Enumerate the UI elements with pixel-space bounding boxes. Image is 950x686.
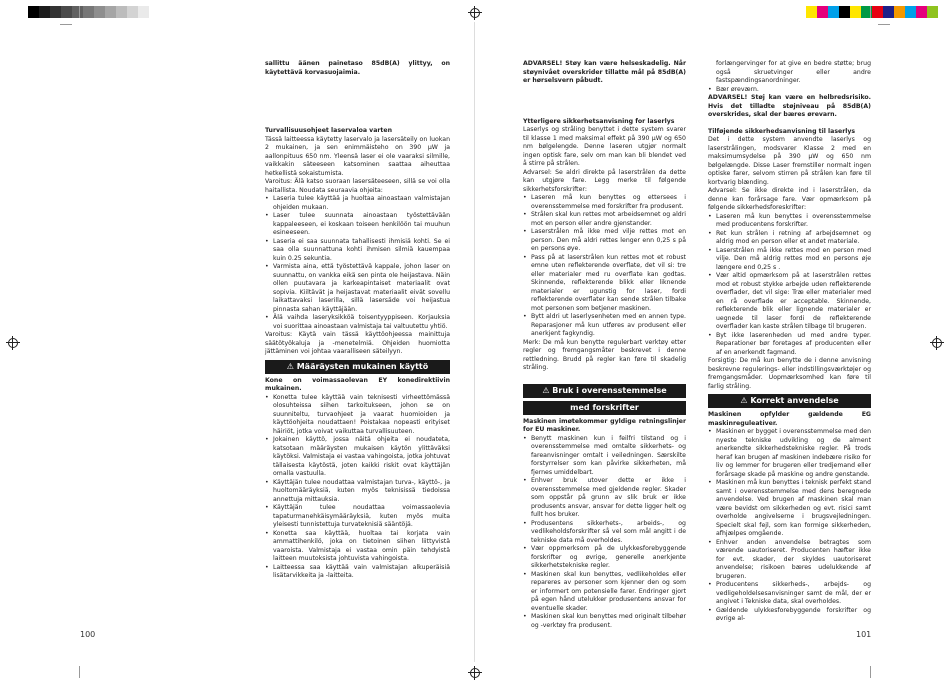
list-item: • Laserstrålen må ikke med vilje rettes mot en person. Den må aldri rettes lenger enn 0,25 s på en persons øye. bbox=[523, 228, 686, 254]
no-intro: ADVARSEL! Støy kan være helseskadelig. Når støynivået overskrider tillatte mål på 85dB(A) er hørselsvern påbudt. bbox=[523, 60, 686, 84]
fi-ec-heading: Kone on voimassaolevan EY konedirektiivin mukainen. bbox=[265, 376, 450, 392]
no-laser-warn: Advarsel: Se aldri direkte på laserstrålen da dette kan utgjøre fare. Legg merke til følgende sikkerhetsforskrifter: bbox=[523, 168, 686, 193]
color-swatch bbox=[149, 6, 160, 18]
list-item: • Laseren må kun benyttes og ettersees i overensstemmelse med forskrifter fra produsent. bbox=[523, 194, 686, 211]
color-swatch bbox=[83, 6, 94, 18]
color-swatch bbox=[127, 6, 138, 18]
list-item: • Producentens sikkerheds-, arbejds- og vedligeholdelsesanvisninger samt de mål, der er angivet i Tekniske data, skal overholdes. bbox=[708, 581, 871, 607]
no-section-banner-2: med forskrifter bbox=[523, 401, 686, 415]
fi-laser-para: Tässä laitteessa käytetty laservalo ja lasersäteily on luokan 2 mukainen, ja sen enimmäisteho on 390 µW ja aallonpituus 650 nm. Yleensä laser ei ole vaaraksi silmille, vaikkakin säteeseen katsominen saattaa aiheuttaa hetkellistä sokaistumista. bbox=[265, 135, 450, 177]
da-laser-list bbox=[708, 213, 871, 358]
color-swatch bbox=[883, 6, 894, 18]
color-swatch bbox=[138, 6, 149, 18]
color-swatch bbox=[806, 6, 817, 18]
list-item: • Käyttäjän tulee noudattaa voimassaolevia tapaturmanehkäisymääräyksiä, kuten myös muita yleisesti tunnistettuja turvateknisiä sääntöjä. bbox=[265, 504, 450, 530]
fi-laser-warn: Varoitus: Älä katso suoraan lasersäteeseen, sillä se voi olla haitallista. Noudata seuraavia ohjeita: bbox=[265, 178, 450, 194]
no-laser-heading: Ytterligere sikkerhetsanvisning for laserlys bbox=[523, 117, 675, 125]
color-swatch bbox=[938, 6, 949, 18]
registration-mark-icon bbox=[468, 6, 482, 20]
list-item: • Pass på at laserstrålen kun rettes mot et robust emne uten reflekterende overflate, det vil si: tre eller materialer med ru overflate kan godtas. Skinnende, reflekterende blikk eller liknende materialer er ugunstig for laser, fordi reflekterende overflater kan sende strålen tilbake mot personen som betjener maskinen. bbox=[523, 254, 686, 314]
list-item: • Benytt maskinen kun i feilfri tilstand og i overensstemmelse med omtalte sikkerhets- og fareanvisninger omtalt i veiledningen. Særskilte forstyrrelser som kan påvirke sikkerheten, må fjernes umiddelbart. bbox=[523, 435, 686, 478]
crop-mark bbox=[79, 666, 80, 678]
list-item: • Laseria ei saa suunnata tahallisesti ihmisiä kohti. Se ei saa olla suunnattuna kohti ihmisen silmiä kauempaa kuin 0.25 sekuntia. bbox=[265, 238, 450, 264]
color-swatch bbox=[28, 6, 39, 18]
color-swatch bbox=[872, 6, 883, 18]
list-item: • Maskinen skal kun benyttes, vedlikeholdes eller repareres av personer som kjenner den og som er informert om potensielle farer. Endringer gjort på egen hånd utelukker produsentens ansvar for eventuelle skader. bbox=[523, 571, 686, 614]
list-item: • Bær øreværn. bbox=[708, 86, 871, 95]
list-item: • Laseria tulee käyttää ja huoltaa ainoastaan valmistajan ohjeiden mukaan. bbox=[265, 195, 450, 212]
list-item: • Konetta saa käyttää, huoltaa tai korjata vain ammattihenkilö, joka on tietoinen siihen liittyvistä vaaroista. Valmistaja ei vastaa omin päin tehdyistä laitteen muutoksista johtuvista vahingoista. bbox=[265, 530, 450, 564]
color-swatch bbox=[50, 6, 61, 18]
list-item: • Strålen skal kun rettes mot arbeidsemnet og aldri mot en person eller andre gjenstander. bbox=[523, 211, 686, 228]
crop-mark bbox=[870, 666, 871, 678]
da-ec-heading: Maskinen opfylder gældende EG maskinreguleativer. bbox=[708, 411, 871, 427]
list-item: • Käyttäjän tulee noudattaa valmistajan turva-, käyttö-, ja huoltomääräyksiä, kuten myös teknisissä tiedoissa annettuja mittauksia. bbox=[265, 479, 450, 505]
list-item: • Bytt aldri ut laserlysenheten med en annen type. Reparasjoner må kun utføres av produsent eller anerkjent fagkyndig. bbox=[523, 313, 686, 339]
da-intro: ADVARSEL! Støj kan være en helbredsrisiko. Hvis det tilladte støjniveau på 85dB(A) overskrides, skal der bæres ørevarn. bbox=[708, 94, 871, 118]
list-item: forlængervinger for at give en bedre støtte; brug også skruetvinger eller andre fastspændingsanordninger. bbox=[716, 60, 871, 84]
color-bar bbox=[806, 6, 949, 18]
color-swatch bbox=[839, 6, 850, 18]
list-item: • Vær oppmerksom på de ulykkesforebyggende forskrifter og øvrige, generelle anerkjente sikkerhetstekniske regler. bbox=[523, 545, 686, 571]
grayscale-bar bbox=[28, 6, 160, 18]
list-item: • Enhver anden anvendelse betragtes som værende uautoriseret. Producenten hæfter ikke for evt. skader, der skyldes uautoriseret anvendelse; risikoen bæres udelukkende af brugeren. bbox=[708, 539, 871, 582]
color-swatch bbox=[850, 6, 861, 18]
list-item: • Varmista aina, että työstettävä kappale, johon laser on suunnattu, on vankka eikä sen pinta ole heijastava. Näin ollen puutavara ja karkeapintaiset materiaalit ovat sopivia. Kiiltävät ja heijastavat materiaalit eivät sovellu laikattavaksi laserilla, sillä lasersäde voi heijastua pinnasta sahan käyttäjään. bbox=[265, 263, 450, 314]
crop-mark bbox=[60, 24, 72, 25]
list-item: • Enhver bruk utover dette er ikke i overensstemmelse med gjeldende regler. Skader som oppstår på grunn av slik bruk er ikke produsents ansvar, ansvar for dette ligger helt og fullt hos bruker. bbox=[523, 477, 686, 520]
list-item: • Produsentens sikkerhets-, arbeids-, og vedlikeholdsforskrifter så vel som mål angitt i de tekniske data må overholdes. bbox=[523, 520, 686, 546]
list-item: • Laser tulee suunnata ainoastaan työstettävään kappaleeseen, ei koskaan toiseen henkilöön tai muuhun esineeseen. bbox=[265, 212, 450, 238]
fi-note: Varoitus: Käytä vain tässä käyttöohjeessa mainittuja säätötyökaluja ja -menetelmiä. Ohjeiden huomiotta jättäminen voi johtaa vaaralliseen säteilyyn. bbox=[265, 331, 450, 355]
no-section-banner-1: ⚠ Bruk i overensstemmelse bbox=[523, 384, 686, 398]
color-swatch bbox=[916, 6, 927, 18]
list-item: • Laitteessa saa käyttää vain valmistajan alkuperäisiä lisätarvikkeita ja -laitteita. bbox=[265, 564, 450, 581]
da-section-banner: ⚠ Korrekt anvendelse bbox=[708, 394, 871, 408]
fi-laser-list bbox=[265, 195, 450, 331]
da-note: Forsigtig: De må kun benytte de i denne anvisning beskrevne regulerings- eller indstillingsværktøjer og fremgangsmåder. Uopmærksomhed kan føre til farlig stråling. bbox=[708, 357, 871, 390]
registration-mark-icon bbox=[6, 336, 20, 350]
da-column bbox=[708, 60, 871, 624]
list-item: • Laserstrålen må ikke rettes mod en person med vilje. Den må aldrig rettes mod en persons øje længere end 0,25 s . bbox=[708, 247, 871, 273]
da-cont-list bbox=[708, 60, 871, 94]
da-laser-para: Det i dette system anvendte laserlys og laserstrålingen, modsvarer Klasse 2 med en maksimumsydelse på 390 µW og 650 nm bølgelængde. Disse Laser fremstiller normalt ingen optiske farer, selvom stirren på strålen kan føre til kortvarig blænding. bbox=[708, 136, 871, 186]
color-swatch bbox=[894, 6, 905, 18]
color-swatch bbox=[72, 6, 83, 18]
color-swatch bbox=[905, 6, 916, 18]
list-item: • Byt ikke laserenheden ud med andre typer. Reparationer bør foretages af producenten eller af en anerkendt fagmand. bbox=[708, 332, 871, 358]
color-swatch bbox=[94, 6, 105, 18]
crop-mark bbox=[870, 6, 871, 18]
color-swatch bbox=[39, 6, 50, 18]
da-laser-heading: Tilføjende sikkerhedsanvisning til laserlys bbox=[708, 127, 856, 135]
fi-section-banner: ⚠ Määräysten mukainen käyttö bbox=[265, 360, 450, 374]
page-number-left: 100 bbox=[80, 630, 96, 639]
list-item: • Vær altid opmærksom på at laserstrålen rettes mod et robust stykke arbejde uden reflekterende overflader, det vil sige: Træ eller materialer med en rå overflade er acceptable. Skinnende, reflekterende blik eller lignende materialer er uegnede til laser fordi de reflekterende overflader kan kaste strålen tilbage til brugeren. bbox=[708, 272, 871, 332]
da-laser-warn: Advarsel: Se ikke direkte ind i laserstrålen, da denne kan forårsage fare. Vær opmærksom på følgende sikkerhedsforeskrifter: bbox=[708, 187, 871, 211]
list-item: • Maskinen skal kun benyttes med originalt tilbehør og -verktøy fra produsent. bbox=[523, 613, 686, 630]
list-item: • Konetta tulee käyttää vain teknisesti virheettömässä olosuhteissa siihen tarkoitukseen, johon se on suunniteltu, turvaohjeet ja vaarat huomioiden ja käyttöohjeita noudattaen! Poistakaa nopeasti erityiset häiriöt, jotka voivat vaikuttaa turvallisuuteen. bbox=[265, 394, 450, 437]
list-item: • Maskinen er bygget i overensstemmelse med den nyeste tekniske udvikling og de alment anerkendte sikkerhedstekniske regler. På trods heraf kan brugen af maskinen indebære risiko for liv og lemmer for brugeren eller tredjemand eller forårsage skade på maskine og andre genstande. bbox=[708, 428, 871, 479]
fi-column bbox=[265, 60, 450, 581]
no-laser-para: Laserlys og stråling benyttet i dette system svarer til klasse 1 med maksimal effekt på 390 µW og 650 nm bølgelengde. Denne laseren utgjør normalt ingen optisk fare, selv om man kan bli blendet ved å stirre på strålen. bbox=[523, 126, 686, 167]
no-laser-list bbox=[523, 194, 686, 339]
crop-mark bbox=[79, 6, 80, 18]
list-item: • Gældende ulykkesforebyggende forskrifter og øvrige al- bbox=[708, 607, 871, 624]
registration-mark-icon bbox=[468, 666, 482, 680]
color-swatch bbox=[61, 6, 72, 18]
da-ec-list bbox=[708, 428, 871, 624]
list-item: • Laseren må kun benyttes i overensstemmelse med producentens forskrifter. bbox=[708, 213, 871, 230]
page-fold bbox=[474, 22, 475, 662]
fi-ec-list bbox=[265, 394, 450, 581]
color-swatch bbox=[105, 6, 116, 18]
no-ec-list bbox=[523, 435, 686, 631]
list-item: • Jokainen käyttö, jossa näitä ohjeita ei noudateta, katsotaan määräysten mukaisen käytön ylittäväksi käytöksi. Valmistaja ei vastaa vahingoista, jotka johtuvat tällaisesta käytöstä, joten kaikki riskit ovat käyttäjän omalla vastuulla. bbox=[265, 436, 450, 479]
fi-intro: sallittu äänen painetaso 85dB(A) ylittyy, on käytettävä korvasuojaimia. bbox=[265, 60, 450, 76]
list-item: • Maskinen må kun benyttes i teknisk perfekt stand samt i overensstemmelse med dens beregnede anvendelse. Ved brugen af maskinen skal man være bevidst om sikkerheden og evt. risici samt overholde angivelserne i brugsvejledningen. Specielt skal fejl, som kan formige sikkerheden, afhjælpes omgående. bbox=[708, 479, 871, 539]
no-column bbox=[523, 60, 686, 630]
list-item: • Älä vaihda laseryksikköä toisentyyppiseen. Korjauksia voi suorittaa ainoastaan valmistaja tai valtuutettu yhtiö. bbox=[265, 314, 450, 331]
color-swatch bbox=[817, 6, 828, 18]
color-swatch bbox=[828, 6, 839, 18]
fi-laser-heading: Turvallisuusohjeet laservaloa varten bbox=[265, 127, 392, 134]
no-note: Merk: De må kun benytte regulerbart verktøy etter regler og fremgangsmåter beskrevet i denne rettledning. Brudd på regler kan føre til skadelig stråling. bbox=[523, 338, 686, 371]
registration-mark-icon bbox=[930, 336, 944, 350]
page-number-right: 101 bbox=[856, 630, 872, 639]
list-item: • Ret kun strålen i retning af arbejdsemnet og aldrig mod en person eller et andet materiale. bbox=[708, 230, 871, 247]
crop-mark bbox=[878, 24, 890, 25]
color-swatch bbox=[116, 6, 127, 18]
no-ec-heading: Maskinen imøtekommer gyldige retningslinjer for EU maskiner. bbox=[523, 417, 686, 433]
color-swatch bbox=[927, 6, 938, 18]
